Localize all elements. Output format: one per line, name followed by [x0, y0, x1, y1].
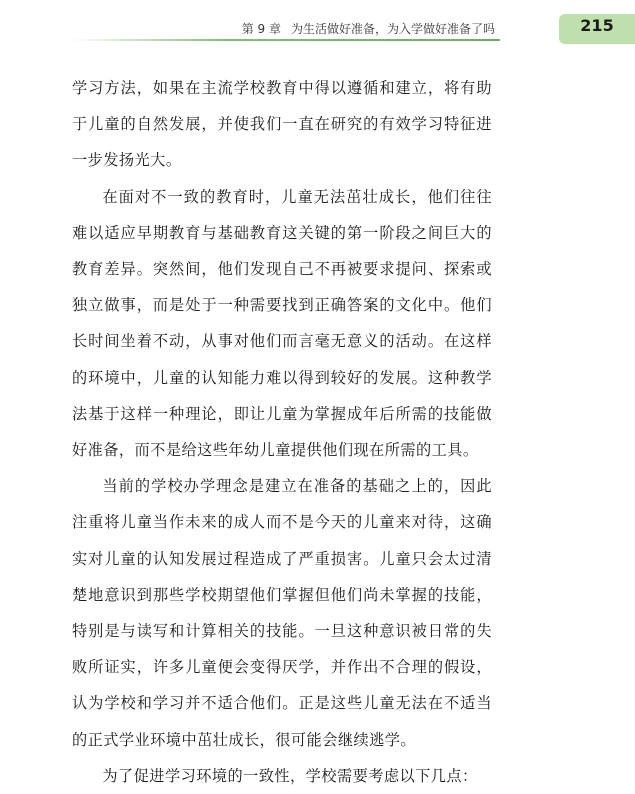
page-number: 215 — [580, 16, 614, 35]
paragraph-continued: 学习方法，如果在主流学校教育中得以遵循和建立，将有助于儿童的自然发展，并使我们一直在研究的有效学习特征进一步发扬光大。 — [72, 79, 492, 170]
chapter-label: 第 9 章 — [241, 22, 281, 36]
body-text — [72, 70, 492, 794]
chapter-title: 为生活做好准备，为入学做好准备了吗 — [290, 22, 495, 36]
paragraph: 在面对不一致的教育时，儿童无法茁壮成长，他们往往难以适应早期教育与基础教育这关键的第一阶段之间巨大的教育差异。突然间，他们发现自己不再被要求提问、探索或独立做事，而是处于一种需要找到正确答案的文化中。他们长时间坐着不动，从事对他们而言毫无意义的活动。在这样的环境中，儿童的认知能力难以得到较好的发展。这种教学法基于这样一种理论，即让儿童为掌握成年后所需的技能做好准备，而不是给这些年幼儿童提供他们现在所需的工具。 — [72, 187, 492, 460]
paragraph: 当前的学校办学理念是建立在准备的基础之上的，因此注重将儿童当作未来的成人而不是今天的儿童来对待，这确实对儿童的认知发展过程造成了严重损害。儿童只会太过清楚地意识到那些学校期望他们掌握但他们尚未掌握的技能，特别是与读写和计算相关的技能。一旦这种意识被日常的失败所证实，许多儿童便会变得厌学，并作出不合理的假设，认为学校和学习并不适合他们。正是这些儿童无法在不适当的正式学业环境中茁壮成长，很可能会继续逃学。 — [72, 477, 492, 749]
running-header — [242, 20, 495, 37]
header-rule — [70, 39, 500, 41]
paragraph: 为了促进学习环境的一致性，学校需要考虑以下几点： — [102, 766, 478, 785]
page-header — [0, 0, 635, 48]
